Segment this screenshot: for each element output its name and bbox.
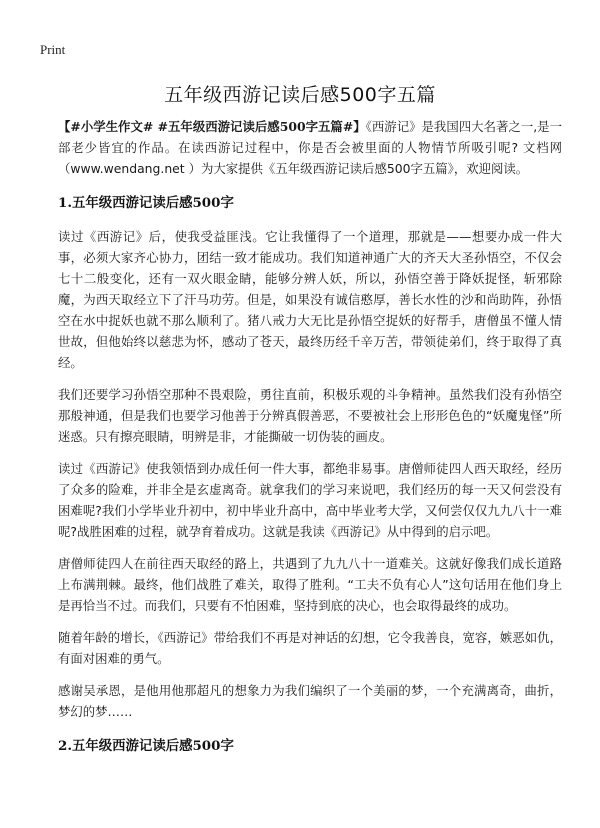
section-1-paragraph-4: 唐僧师徒四人在前往西天取经的路上，共遇到了九九八十一道难关。这就好像我们成长道路上布满荆棘。最终，他们战胜了难关，取得了胜利。“工夫不负有心人”这句话用在他们身上是再恰当不过。而我们，只要有不怕困难，坚持到底的决心，也会取得最终的成功。 [58,556,562,613]
document-body [58,116,562,769]
section-1-paragraph-6: 感谢吴承恩，是他用他那超凡的想象力为我们编织了一个美丽的梦，一个充满离奇，曲折，梦幻的梦…… [58,683,562,719]
section-1-paragraph-2: 我们还要学习孙悟空那种不畏艰险，勇往直前，积极乐观的斗争精神。虽然我们没有孙悟空那般神通，但是我们也要学习他善于分辨真假善恶，不要被社会上形形色色的“妖魔鬼怪”所迷惑。只有擦亮眼睛，明辨是非，才能撕破一切伪装的画皮。 [58,387,562,444]
print-label: Print [40,42,66,57]
intro-tag: 【#小学生作文# #五年级西游记读后感500字五篇#】 [58,119,366,134]
intro-text: 《西游记》是我国四大名著之一,是一部老少皆宜的作品。在读西游记过程中，你是否会被里面的人物情节所吸引呢? 文档网（www.wendang.net ）为大家提供《五年级西游记读后感500字五篇》，欢迎阅读。 [58,119,562,176]
page-title: 五年级西游记读后感500字五篇 [164,84,436,106]
intro-paragraph [58,116,562,179]
section-1-paragraph-3: 读过《西游记》使我领悟到办成任何一件大事，都绝非易事。唐僧师徒四人西天取经，经历了众多的险难，并非全是玄虚离奇。就拿我们的学习来说吧，我们经历的每一天又何尝没有困难呢?我们小学毕业升初中，初中毕业升高中，高中毕业考大学，又何尝仅仅九九八十一难呢?战胜困难的过程，就孕育着成功。这就是我读《西游记》从中得到的启示吧。 [58,461,562,539]
section-1-paragraph-1: 读过《西游记》后，使我受益匪浅。它让我懂得了一个道理，那就是——想要办成一件大事，必须大家齐心协力，团结一致才能成功。我们知道神通广大的齐天大圣孙悟空，不仅会七十二般变化，还有一双火眼金睛，能够分辨人妖，所以，孙悟空善于降妖捉怪，斩邪除魔，为西天取经立下了汗马功劳。但是，如果没有诚信憨厚，善长水性的沙和尚助阵，孙悟空在水中捉妖也就不那么顺利了。猪八戒力大无比是孙悟空捉妖的好帮手，唐僧虽不懂人情世故，但他始终以慈悲为怀，感动了苍天，最终历经千辛万苦，带领徒弟们，终于取得了真经。 [58,229,562,370]
section-heading-2: 2.五年级西游记读后感500字 [58,738,234,754]
section-1-paragraph-5: 随着年龄的增长，《西游记》带给我们不再是对神话的幻想，它令我善良，宽容，嫉恶如仇，有面对困难的勇气。 [58,630,562,666]
section-heading-1: 1.五年级西游记读后感500字 [58,195,234,211]
